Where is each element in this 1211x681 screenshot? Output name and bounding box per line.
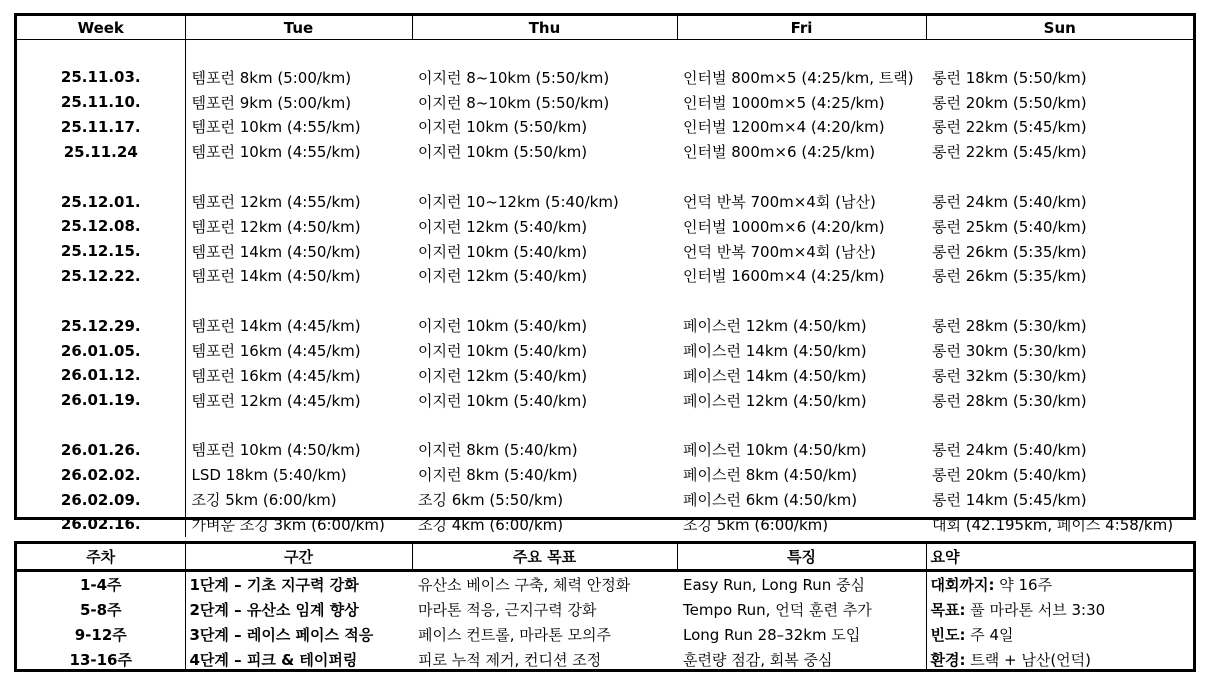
- header-feature: 특징: [677, 544, 926, 571]
- tue-workout: 템포런 14km (4:50/km): [185, 264, 412, 289]
- week-date: 26.02.02.: [60, 465, 141, 484]
- fri-workout: 인터벌 1200m×4 (4:20/km): [683, 118, 885, 137]
- thu-workout: 이지런 8km (5:40/km): [418, 466, 578, 485]
- sun-workout: 롱런 14km (5:45/km): [932, 491, 1087, 510]
- table-row: [17, 487, 1193, 512]
- sun-workout: 롱런 28km (5:30/km): [932, 317, 1087, 336]
- sun-workout: 롱런 25km (5:40/km): [932, 217, 1087, 236]
- summary-row: [17, 571, 1193, 598]
- sun-workout: 롱런 20km (5:50/km): [932, 93, 1087, 112]
- header-weeks: 주차: [17, 544, 185, 571]
- summary-key: 목표:: [930, 601, 966, 619]
- fri-workout: 페이스런 14km (4:50/km): [683, 366, 867, 385]
- phase-name: 3단계 – 레이스 페이스 적응: [185, 622, 412, 647]
- fri-workout: 페이스런 14km (4:50/km): [683, 342, 867, 361]
- summary-value: 트랙 + 남산(언덕): [965, 651, 1092, 669]
- spacer-row: [17, 288, 1193, 313]
- header-phase: 구간: [185, 544, 412, 571]
- spacer-row: [17, 40, 1193, 66]
- thu-workout: 이지런 10km (5:50/km): [418, 118, 588, 137]
- fri-workout: 인터벌 1000m×5 (4:25/km): [683, 93, 885, 112]
- thu-workout: 이지런 12km (5:40/km): [418, 267, 588, 286]
- week-date: 25.12.15.: [60, 242, 141, 261]
- fri-workout: 페이스런 10km (4:50/km): [683, 441, 867, 460]
- fri-workout: 언덕 반복 700m×4회 (남산): [683, 242, 876, 261]
- header-goal: 주요 목표: [412, 544, 677, 571]
- tue-workout: 템포런 14km (4:50/km): [185, 239, 412, 264]
- table-row: [17, 388, 1193, 413]
- phase-goal: 피로 누적 제거, 컨디션 조정: [418, 651, 602, 669]
- table-row: [17, 438, 1193, 463]
- summary-key: 환경:: [930, 651, 966, 669]
- week-date: 25.12.08.: [60, 217, 141, 236]
- phase-goal: 유산소 베이스 구축, 체력 안정화: [418, 576, 631, 594]
- tue-workout: 가벼운 조깅 3km (6:00/km): [185, 512, 412, 537]
- week-date: 25.11.10.: [60, 93, 141, 112]
- week-date: 25.12.01.: [60, 192, 141, 211]
- header-thu: Thu: [412, 16, 677, 40]
- thu-workout: 조깅 6km (5:50/km): [418, 491, 564, 510]
- week-date: 26.02.09.: [60, 490, 141, 509]
- header-sun: Sun: [926, 16, 1193, 40]
- table-row: [17, 338, 1193, 363]
- week-date: 26.01.12.: [60, 366, 141, 385]
- phase-weeks: 5-8주: [79, 601, 122, 619]
- summary-row: [17, 597, 1193, 622]
- summary-item: [926, 622, 1193, 647]
- week-date: 26.01.05.: [60, 341, 141, 360]
- tue-workout: 템포런 16km (4:45/km): [185, 363, 412, 388]
- thu-workout: 이지런 10km (5:40/km): [418, 391, 588, 410]
- tue-workout: 템포런 8km (5:00/km): [185, 65, 412, 90]
- header-week: Week: [17, 16, 185, 40]
- summary-value: 풀 마라톤 서브 3:30: [965, 601, 1106, 619]
- sun-workout: 롱런 26km (5:35/km): [932, 267, 1087, 286]
- phase-name: 1단계 – 기초 지구력 강화: [185, 571, 412, 598]
- sun-workout: 롱런 24km (5:40/km): [932, 193, 1087, 212]
- weekly-table-header: [17, 16, 1193, 40]
- thu-workout: 이지런 8~10km (5:50/km): [418, 93, 610, 112]
- fri-workout: 페이스런 8km (4:50/km): [683, 466, 858, 485]
- header-fri: Fri: [677, 16, 926, 40]
- summary-row: [17, 622, 1193, 647]
- table-row: [17, 214, 1193, 239]
- phase-feature: 훈련량 점감, 회복 중심: [683, 651, 833, 669]
- fri-workout: 조깅 5km (6:00/km): [683, 515, 829, 534]
- week-date: 25.11.17.: [60, 117, 141, 136]
- table-row: [17, 462, 1193, 487]
- sun-workout: 롱런 22km (5:45/km): [932, 118, 1087, 137]
- table-row: [17, 90, 1193, 115]
- table-row: [17, 363, 1193, 388]
- sun-workout: 대회 (42.195km, 페이스 4:58/km): [932, 515, 1174, 534]
- summary-item: [926, 597, 1193, 622]
- table-row: [17, 313, 1193, 338]
- sun-workout: 롱런 18km (5:50/km): [932, 68, 1087, 87]
- fri-workout: 페이스런 12km (4:50/km): [683, 317, 867, 336]
- spacer-row: [17, 164, 1193, 189]
- fri-workout: 언덕 반복 700m×4회 (남산): [683, 193, 876, 212]
- header-summary: 요약: [926, 544, 1193, 571]
- fri-workout: 인터벌 800m×5 (4:25/km, 트랙): [683, 68, 914, 87]
- summary-key: 대회까지:: [930, 576, 995, 594]
- phase-weeks: 1-4주: [79, 576, 122, 594]
- thu-workout: 조깅 4km (6:00/km): [418, 515, 564, 534]
- summary-item: [926, 571, 1193, 598]
- week-date: 26.01.26.: [60, 440, 141, 459]
- tue-workout: 템포런 12km (4:45/km): [185, 388, 412, 413]
- summary-value: 주 4일: [965, 626, 1014, 644]
- summary-key: 빈도:: [930, 626, 966, 644]
- sun-workout: 롱런 24km (5:40/km): [932, 441, 1087, 460]
- summary-table-header: [17, 544, 1193, 571]
- summary-row: [17, 647, 1193, 672]
- week-date: 26.02.16.: [60, 515, 141, 534]
- sun-workout: 롱런 30km (5:30/km): [932, 342, 1087, 361]
- tue-workout: 템포런 10km (4:55/km): [185, 115, 412, 140]
- table-row: [17, 65, 1193, 90]
- thu-workout: 이지런 10km (5:40/km): [418, 342, 588, 361]
- thu-workout: 이지런 10~12km (5:40/km): [418, 193, 619, 212]
- sun-workout: 롱런 22km (5:45/km): [932, 143, 1087, 162]
- week-date: 25.11.24: [63, 142, 138, 161]
- thu-workout: 이지런 12km (5:40/km): [418, 217, 588, 236]
- phase-feature: Easy Run, Long Run 중심: [683, 576, 866, 594]
- sun-workout: 롱런 28km (5:30/km): [932, 391, 1087, 410]
- table-row: [17, 115, 1193, 140]
- thu-workout: 이지런 10km (5:50/km): [418, 143, 588, 162]
- tue-workout: 템포런 14km (4:45/km): [185, 313, 412, 338]
- week-date: 25.12.29.: [60, 316, 141, 335]
- thu-workout: 이지런 10km (5:40/km): [418, 242, 588, 261]
- phase-weeks: 13-16주: [69, 651, 132, 669]
- tue-workout: 템포런 16km (4:45/km): [185, 338, 412, 363]
- table-row: [17, 512, 1193, 537]
- summary-item: [926, 647, 1193, 672]
- summary-value: 약 16주: [994, 576, 1053, 594]
- phase-weeks: 9-12주: [74, 626, 127, 644]
- fri-workout: 페이스런 6km (4:50/km): [683, 491, 858, 510]
- table-row: [17, 139, 1193, 164]
- fri-workout: 페이스런 12km (4:50/km): [683, 391, 867, 410]
- sun-workout: 롱런 26km (5:35/km): [932, 242, 1087, 261]
- fri-workout: 인터벌 1600m×4 (4:25/km): [683, 267, 885, 286]
- phase-goal: 페이스 컨트롤, 마라톤 모의주: [418, 626, 611, 644]
- phase-name: 2단계 – 유산소 임계 향상: [185, 597, 412, 622]
- tue-workout: 조깅 5km (6:00/km): [185, 487, 412, 512]
- week-date: 26.01.19.: [60, 391, 141, 410]
- table-row: [17, 264, 1193, 289]
- week-date: 25.11.03.: [60, 68, 141, 87]
- tue-workout: 템포런 10km (4:55/km): [185, 139, 412, 164]
- phase-summary-table: [14, 541, 1196, 672]
- phase-name: 4단계 – 피크 & 테이퍼링: [185, 647, 412, 672]
- table-row: [17, 189, 1193, 214]
- weekly-training-table: [14, 13, 1196, 534]
- tue-workout: 템포런 10km (4:50/km): [185, 438, 412, 463]
- table-row: [17, 239, 1193, 264]
- tue-workout: LSD 18km (5:40/km): [185, 462, 412, 487]
- thu-workout: 이지런 8km (5:40/km): [418, 441, 578, 460]
- thu-workout: 이지런 8~10km (5:50/km): [418, 68, 610, 87]
- sun-workout: 롱런 20km (5:40/km): [932, 466, 1087, 485]
- thu-workout: 이지런 12km (5:40/km): [418, 366, 588, 385]
- tue-workout: 템포런 12km (4:50/km): [185, 214, 412, 239]
- tue-workout: 템포런 9km (5:00/km): [185, 90, 412, 115]
- fri-workout: 인터벌 1000m×6 (4:20/km): [683, 217, 885, 236]
- header-tue: Tue: [185, 16, 412, 40]
- spacer-row: [17, 413, 1193, 438]
- thu-workout: 이지런 10km (5:40/km): [418, 317, 588, 336]
- tue-workout: 템포런 12km (4:55/km): [185, 189, 412, 214]
- week-date: 25.12.22.: [60, 266, 141, 285]
- fri-workout: 인터벌 800m×6 (4:25/km): [683, 143, 876, 162]
- phase-feature: Tempo Run, 언덕 훈련 추가: [683, 601, 872, 619]
- phase-feature: Long Run 28–32km 도입: [683, 626, 861, 644]
- phase-goal: 마라톤 적응, 근지구력 강화: [418, 601, 597, 619]
- sun-workout: 롱런 32km (5:30/km): [932, 366, 1087, 385]
